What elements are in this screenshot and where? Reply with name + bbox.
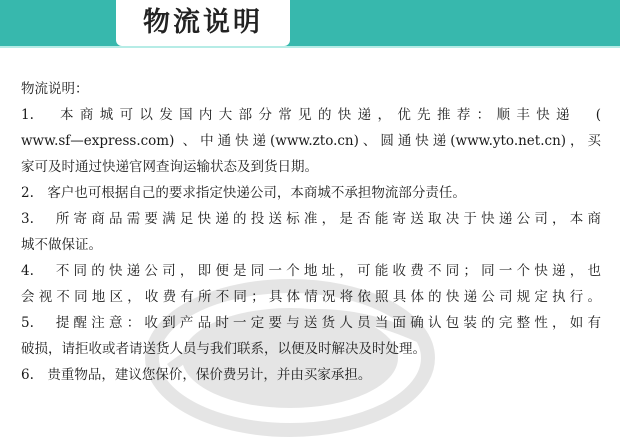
item-5-line-2: 破损，请拒收或者请送货人员与我们联系，以便及时解决及时处理。 [21, 341, 426, 357]
page-title: 物流说明 [143, 7, 263, 38]
item-3-line-2: 城不做保证。 [21, 237, 102, 253]
item-5-line-1: 5. 提醒注意：收到产品时一定要与送货人员当面确认包装的完整性，如有 [21, 315, 601, 331]
item-6-line-1: 6. 贵重物品，建议您保价，保价费另计，并由买家承担。 [21, 367, 372, 383]
item-4-line-2: 会视不同地区，收费有所不同；具体情况将依照具体的快递公司规定执行。 [21, 289, 601, 305]
item-4-line-1: 4. 不同的快递公司，即便是同一个地址，可能收费不同；同一个快递，也 [21, 263, 601, 279]
intro-heading: 物流说明： [21, 81, 89, 97]
header-title-tab [116, 0, 290, 46]
item-1-line-2: www.sf—express.com) 、中通快递(www.zto.cn)、圆通快递(www.yto.net.cn)，买 [21, 133, 601, 149]
shipping-info-body [21, 76, 601, 388]
header-bar [0, 0, 620, 48]
item-1-line-1: 1. 本商城可以发国内大部分常见的快递，优先推荐：顺丰快递 ( [21, 107, 601, 123]
item-1-line-3: 家可及时通过快递官网查询运输状态及到货日期。 [21, 159, 318, 175]
item-2-line-1: 2. 客户也可根据自己的要求指定快递公司，本商城不承担物流部分责任。 [21, 185, 466, 201]
item-3-line-1: 3. 所寄商品需要满足快递的投送标准，是否能寄送取决于快递公司，本商 [21, 211, 601, 227]
